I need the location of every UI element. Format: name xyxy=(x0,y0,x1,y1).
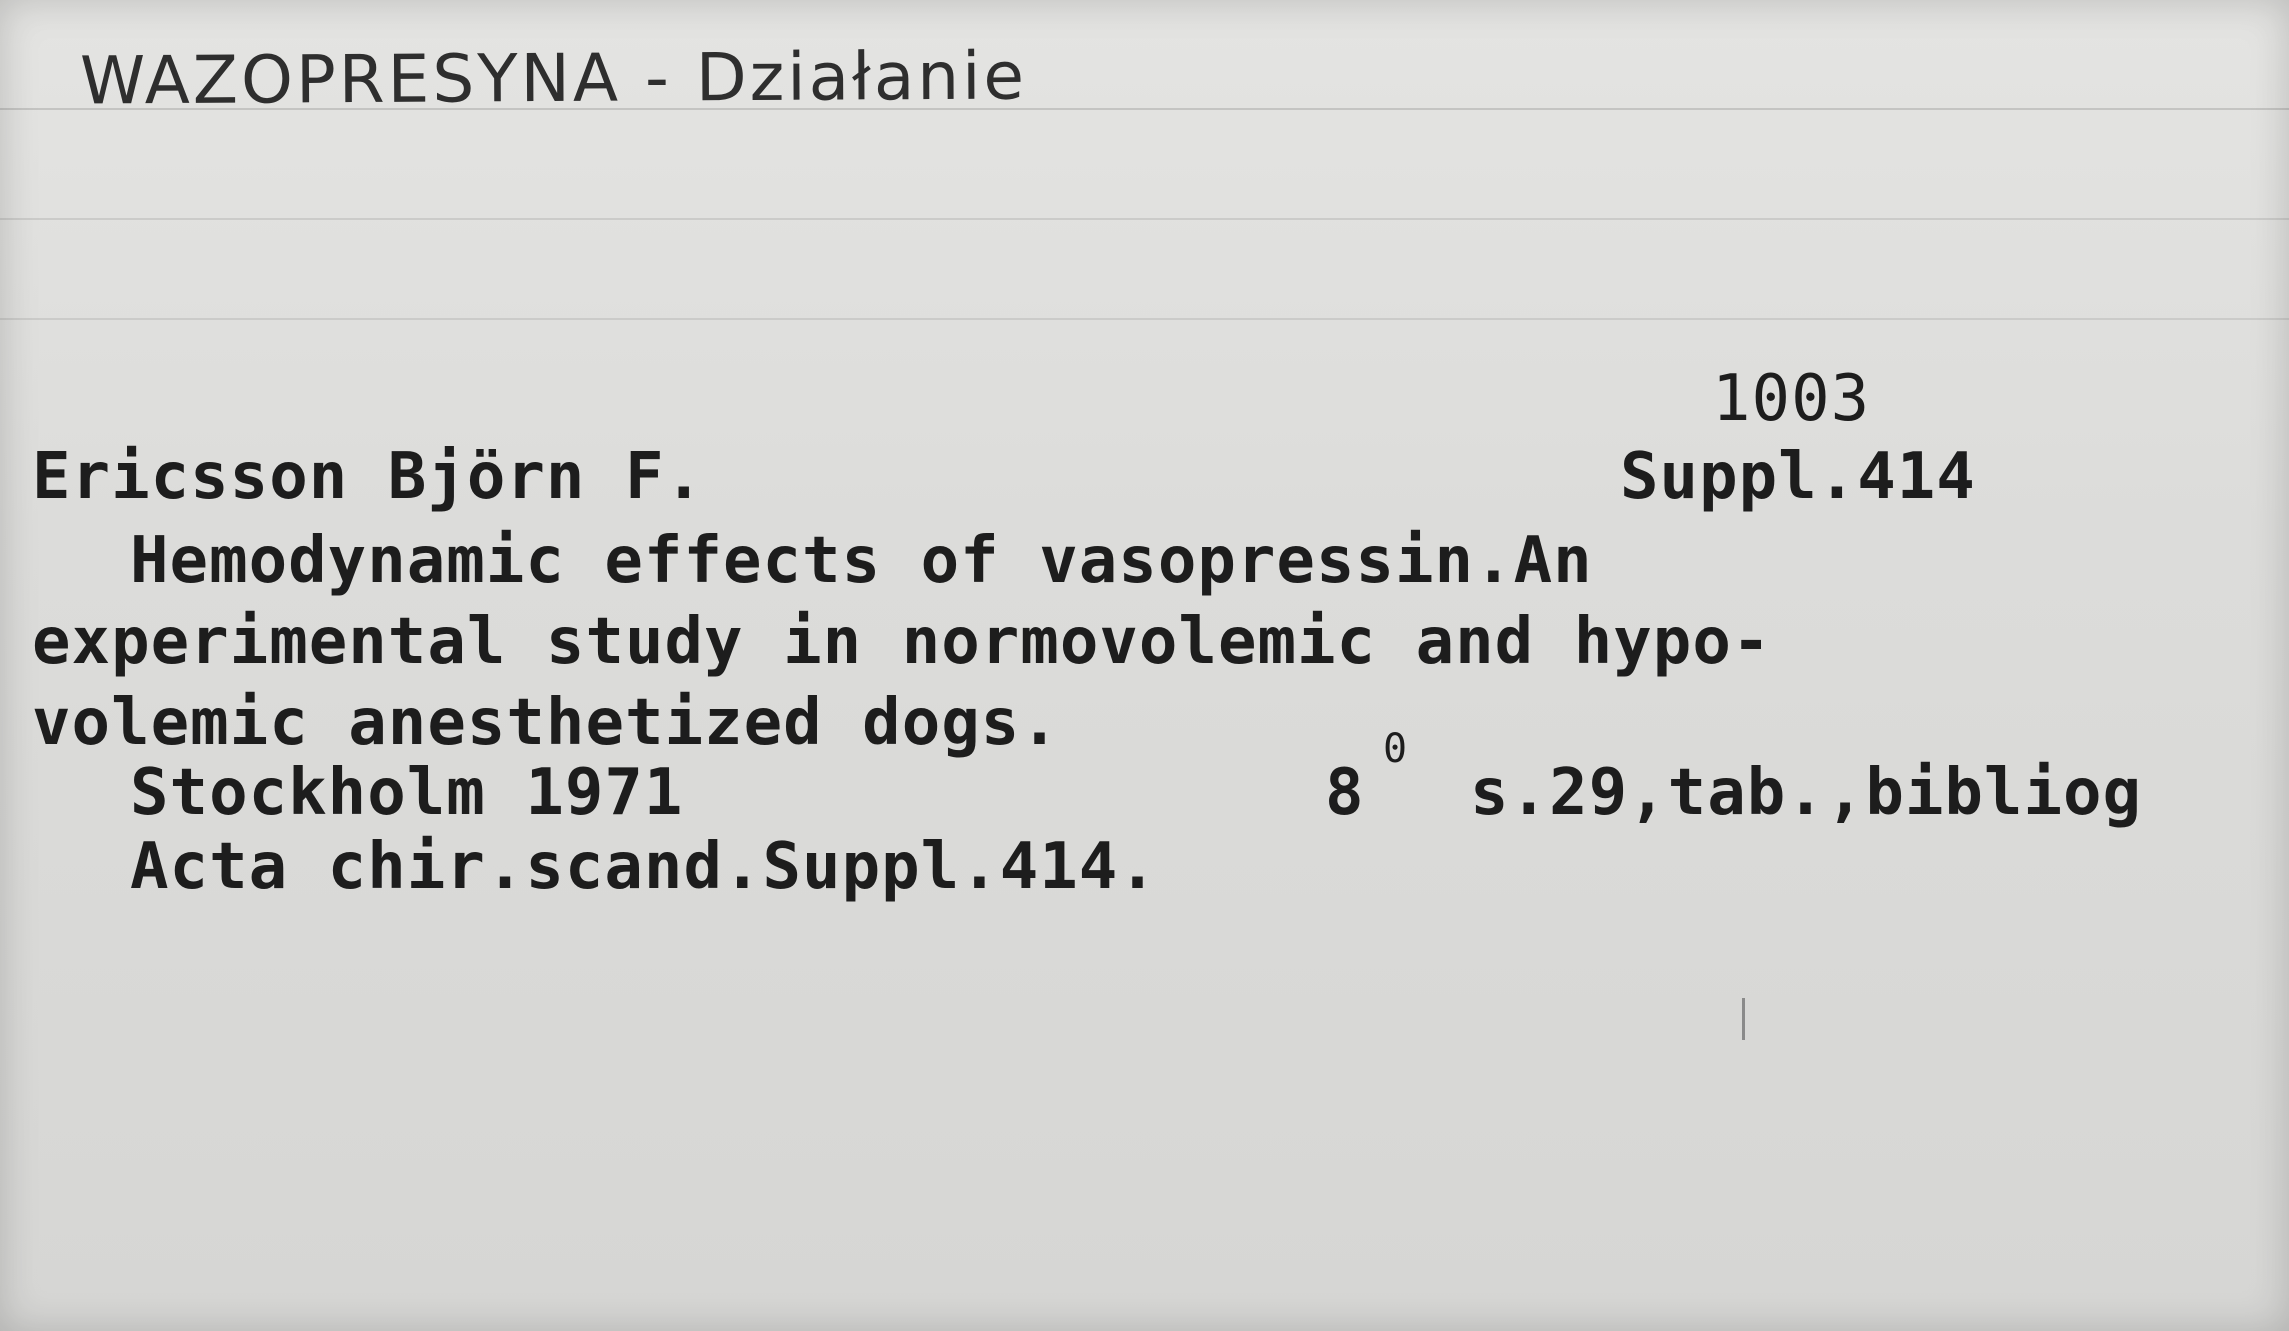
author: Ericsson Björn F. xyxy=(32,440,705,514)
title-line-2: experimental study in normovolemic and hypo- xyxy=(32,605,1772,679)
title-line-1: Hemodynamic effects of vasopressin.An xyxy=(130,524,1593,598)
subject-heading: WAZOPRESYNA - Działanie xyxy=(79,37,1028,120)
format-superscript: 0 xyxy=(1383,726,1408,772)
collation: s.29,tab.,bibliog xyxy=(1470,756,2143,830)
series-note: Acta chir.scand.Suppl.414. xyxy=(130,830,1158,904)
place-year: Stockholm 1971 xyxy=(130,756,684,830)
call-number: 1003 xyxy=(1712,362,1871,436)
card-rule-lower xyxy=(0,318,2289,320)
series-number: Suppl.414 xyxy=(1620,440,1976,514)
title-line-3: volemic anesthetized dogs. xyxy=(32,686,1060,760)
format-number: 8 xyxy=(1325,756,1365,830)
card-rule-middle xyxy=(0,218,2289,220)
pen-mark xyxy=(1742,998,1745,1040)
